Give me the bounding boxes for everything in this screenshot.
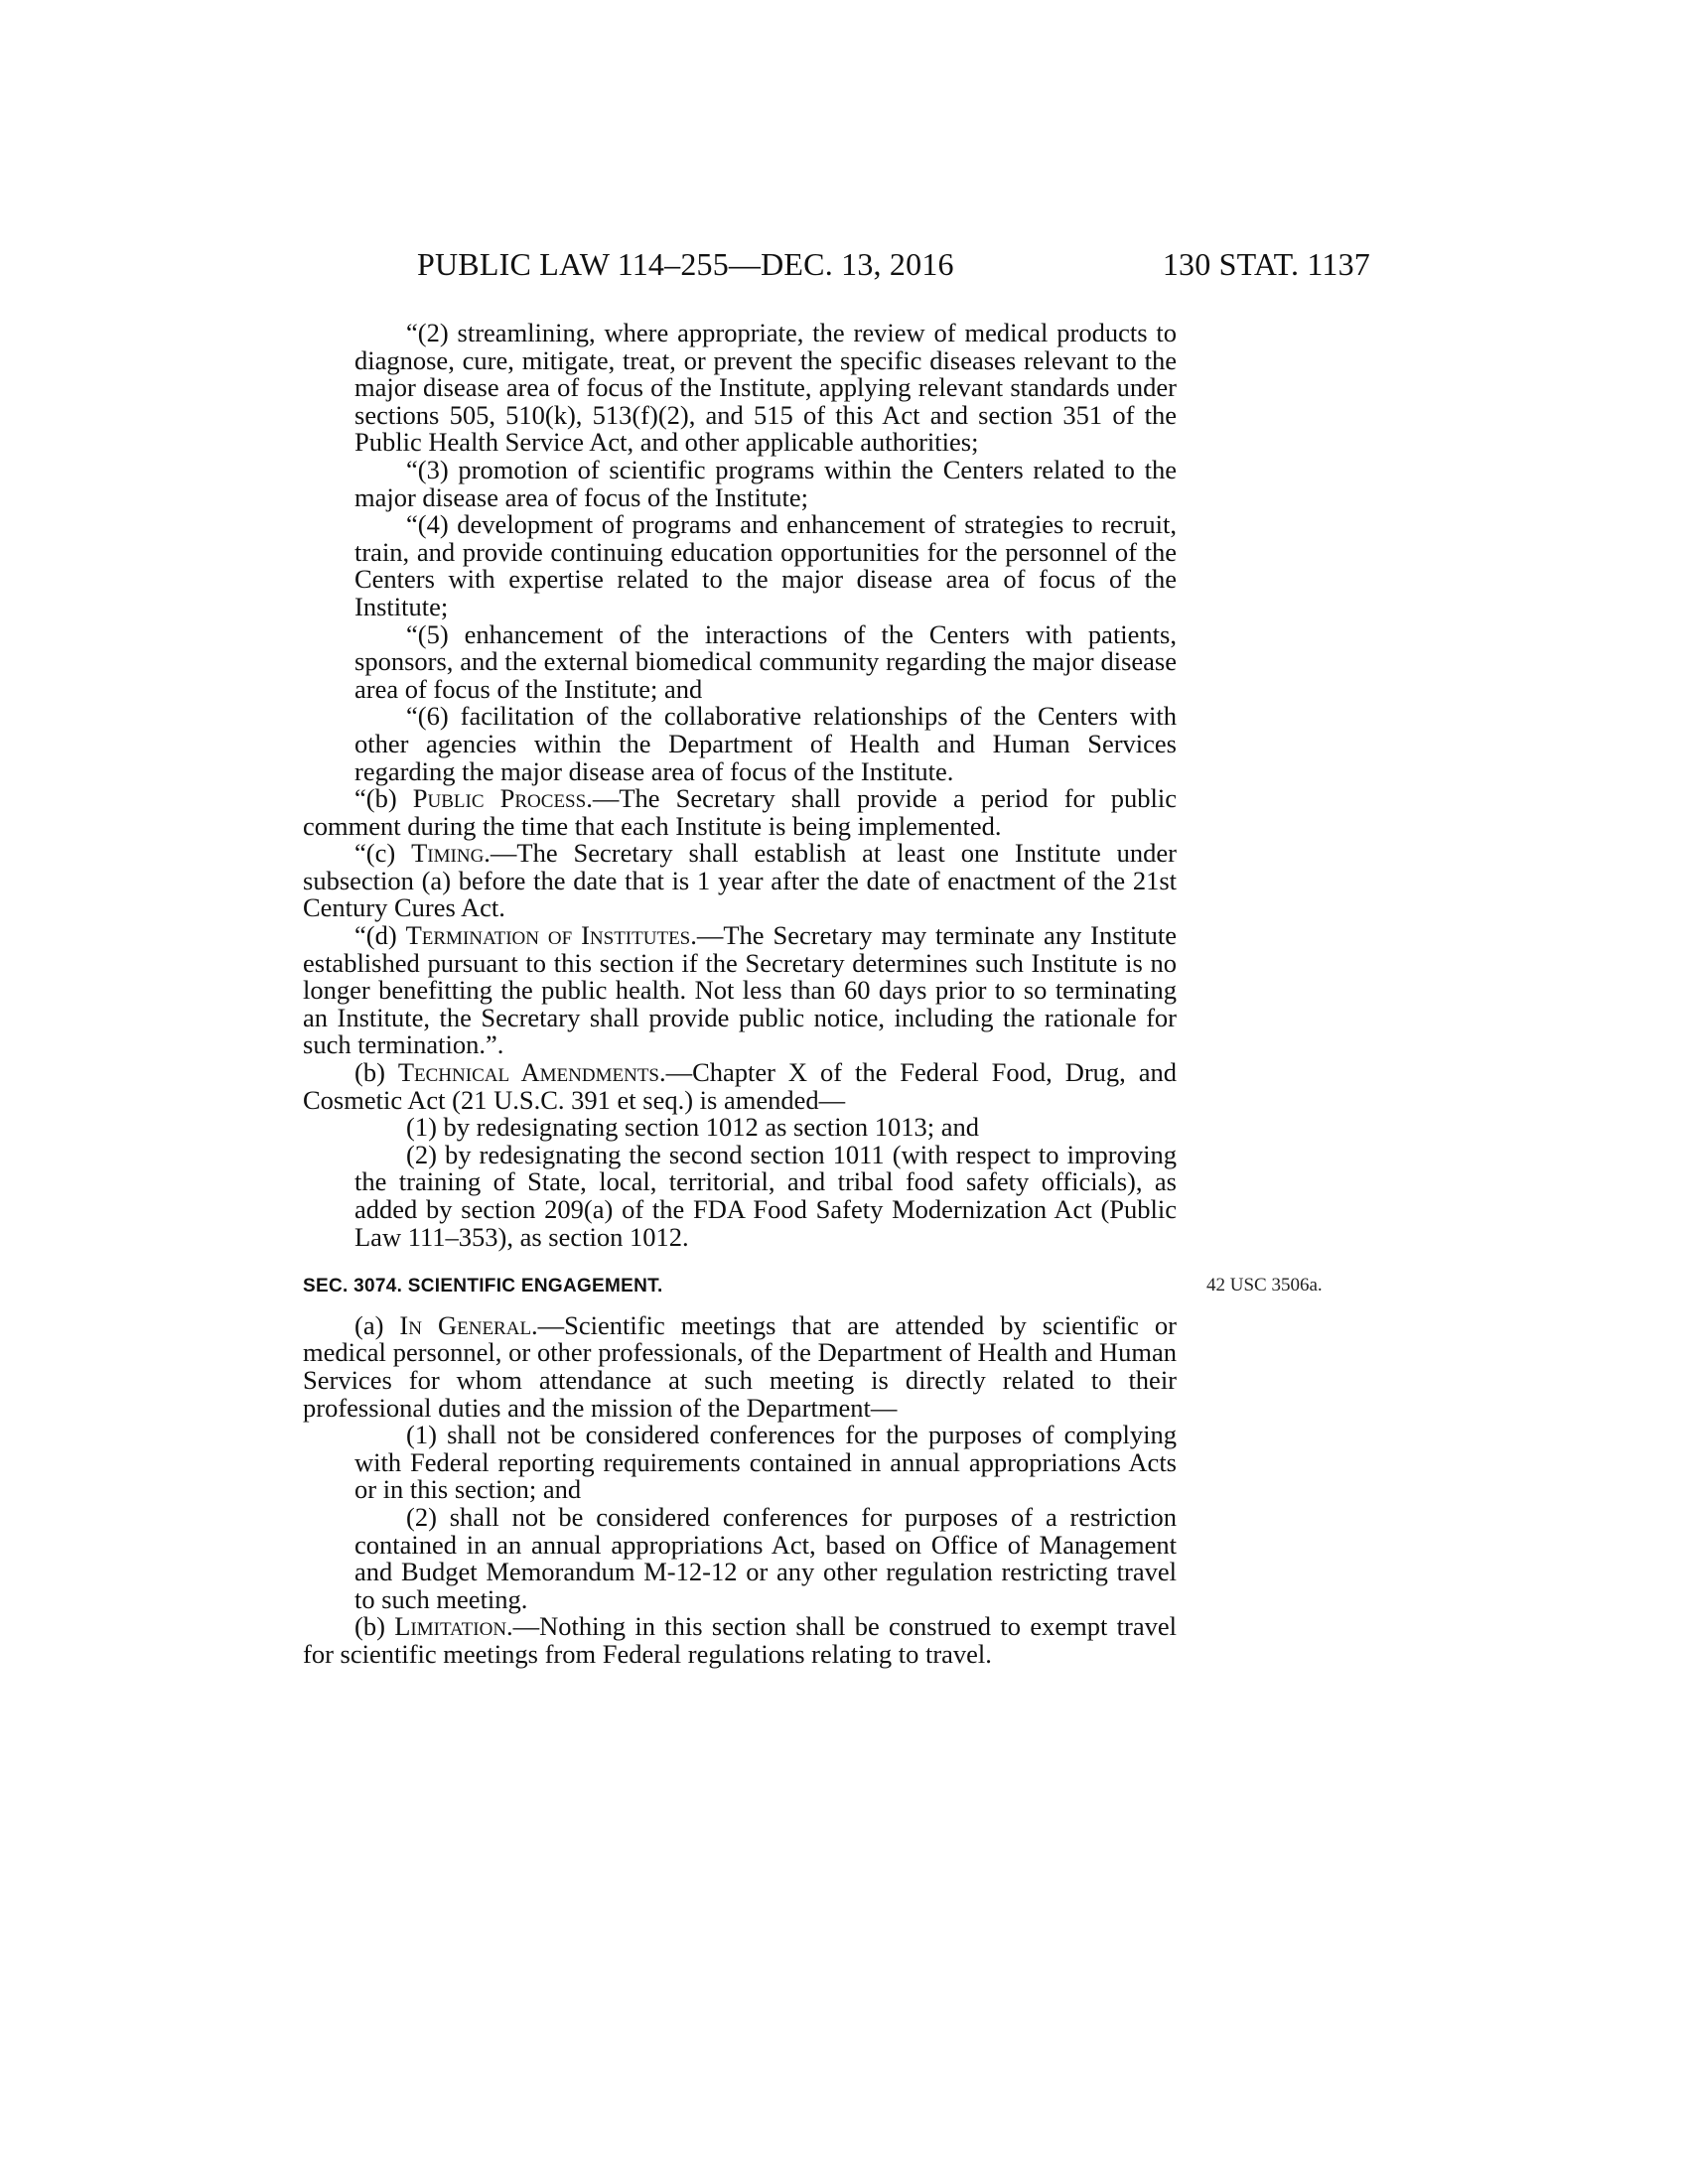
body-text bbox=[303, 320, 1177, 1669]
subsection-termination bbox=[303, 922, 1177, 1059]
paragraph-2: “(2) streamlining, where appropriate, the review of medical products to diagnose, cure, mitigate, treat, or prevent the specific diseases relevant to the major disease area of focus of the Institute, applying relevant standards under sections 505, 510(k), 513(f)(2), and 515 of this Act and section 351 of the Public Health Service Act, and other applicable authorities; bbox=[354, 318, 1177, 458]
paragraph-4: “(4) development of programs and enhancement of strategies to recruit, train, and provide continuing education opportunities for the personnel of the Centers with expertise related to the major disease area of focus of the Institute; bbox=[354, 509, 1177, 621]
subsection-label: “(b) bbox=[354, 783, 413, 814]
paragraph-6: “(6) facilitation of the collaborative relationships of the Centers with other agencies within the Department of Health and Human Services regarding the major disease area of focus of the Institute. bbox=[354, 701, 1177, 786]
subsection-label: (b) bbox=[354, 1057, 398, 1088]
statute-reference: 130 STAT. 1137 bbox=[1162, 246, 1370, 282]
paragraph-3: “(3) promotion of scientific programs within the Centers related to the major disease area of focus of the Institute; bbox=[354, 454, 1177, 512]
subsection-heading: Public Process bbox=[412, 783, 587, 814]
section-general bbox=[303, 1309, 1177, 1423]
subsection-label: “(c) bbox=[354, 838, 412, 869]
usc-margin-note: 42 USC 3506a. bbox=[1206, 1275, 1323, 1297]
subsection-label: (b) bbox=[354, 1611, 395, 1642]
subsection-timing bbox=[303, 840, 1177, 922]
technical-amendments bbox=[303, 1059, 1177, 1114]
subsection-text: .—The Secretary may terminate any Institute established pursuant to this section if the Secretary determines such Institute is no longer benefitting the public health. Not less than 60 days prior to so terminating an Institute, the Secretary shall provide public notice, including the rationale for such termination.”. bbox=[303, 920, 1177, 1060]
general-item-1: (1) shall not be considered conferences for the purposes of complying with Federal reporting requirements contained in annual appropriations Acts or in this section; and bbox=[354, 1420, 1177, 1505]
general-item-2: (2) shall not be considered conferences for purposes of a restriction contained in an annual appropriations Act, based on Office of Management and Budget Memorandum M-12-12 or any other regulation restricting travel to such meeting. bbox=[354, 1501, 1177, 1614]
law-title: PUBLIC LAW 114–255—DEC. 13, 2016 bbox=[417, 246, 954, 282]
subsection-public-process bbox=[303, 785, 1177, 840]
technical-item-1: (1) by redesignating section 1012 as section 1013; and bbox=[406, 1112, 979, 1143]
section-limitation bbox=[303, 1613, 1177, 1668]
subsection-text: .—The Secretary shall provide a period for public comment during the time that each Institute is being implemented. bbox=[303, 783, 1177, 841]
subsection-label: (a) bbox=[354, 1309, 400, 1340]
subsection-heading: Limitation bbox=[394, 1611, 507, 1642]
subsection-heading: Timing bbox=[411, 838, 485, 869]
section-heading bbox=[303, 1273, 1177, 1300]
section-title: SEC. 3074. SCIENTIFIC ENGAGEMENT. bbox=[303, 1276, 663, 1297]
running-head bbox=[417, 246, 1370, 286]
subsection-text: .—Nothing in this section shall be construed to exempt travel for scientific meetings from Federal regulations relating to travel. bbox=[303, 1611, 1177, 1669]
subsection-text: .—Chapter X of the Federal Food, Drug, and Cosmetic Act (21 U.S.C. 391 et seq.) is amended— bbox=[303, 1057, 1177, 1115]
subsection-heading: Termination of Institutes bbox=[405, 920, 691, 951]
technical-item-2: (2) by redesignating the second section 1011 (with respect to improving the training of State, local, territorial, and tribal food safety officials), as added by section 209(a) of the FDA Food Safety Modernization Act (Public Law 111–353), as section 1012. bbox=[354, 1139, 1177, 1252]
subsection-text: .—Scientific meetings that are attended by scientific or medical personnel, or other professionals, of the Department of Health and Human Services for whom attendance at such meeting is directly related to their professional duties and the mission of the Department— bbox=[303, 1309, 1177, 1423]
subsection-heading: In General bbox=[399, 1309, 532, 1340]
subsection-text: .—The Secretary shall establish at least one Institute under subsection (a) before the date that is 1 year after the date of enactment of the 21st Century Cures Act. bbox=[303, 838, 1177, 923]
subsection-label: “(d) bbox=[354, 920, 406, 951]
subsection-heading: Technical Amendments bbox=[397, 1057, 659, 1088]
paragraph-5: “(5) enhancement of the interactions of the Centers with patients, sponsors, and the external biomedical community regarding the major disease area of focus of the Institute; and bbox=[354, 618, 1177, 704]
